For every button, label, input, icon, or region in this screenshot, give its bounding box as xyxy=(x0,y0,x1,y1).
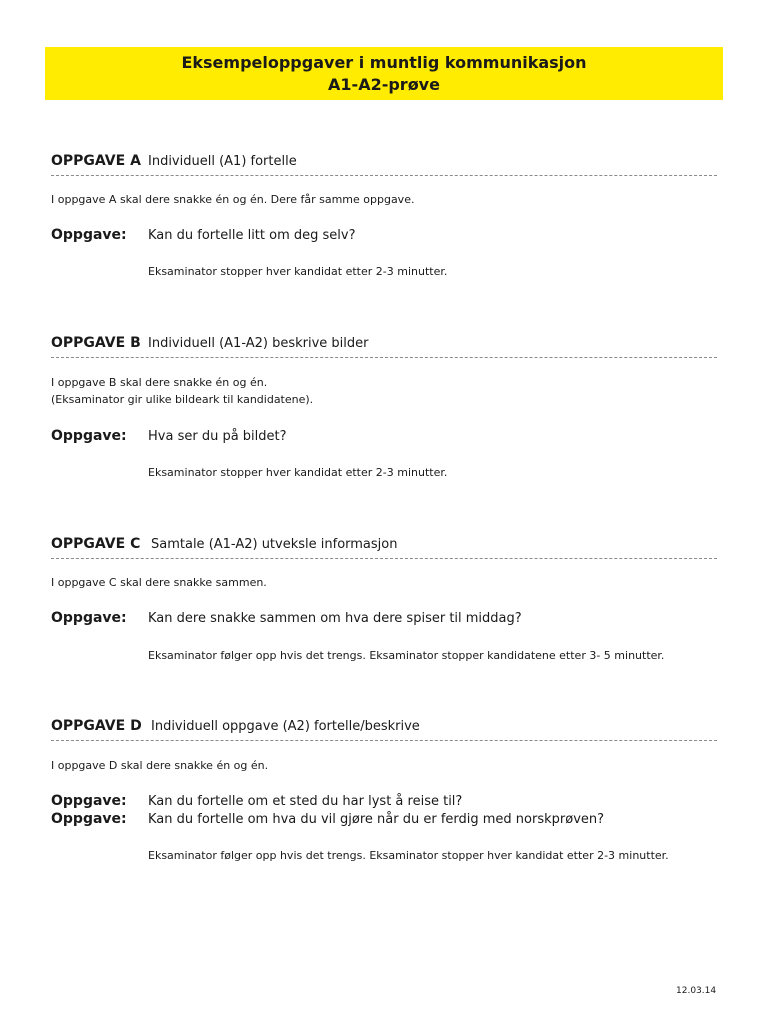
section-title: Individuell oppgave (A2) fortelle/beskrive xyxy=(151,719,420,734)
document-header xyxy=(45,47,723,100)
document-date: 12.03.14 xyxy=(676,986,717,996)
section-heading xyxy=(51,335,717,358)
intro-line: I oppgave C skal dere snakke sammen. xyxy=(51,576,267,589)
section-intro xyxy=(51,191,414,208)
examiner-note: Eksaminator stopper hver kandidat etter 2-3 minutter. xyxy=(148,265,448,278)
task-label: Oppgave: xyxy=(51,428,127,444)
section-heading xyxy=(51,718,717,741)
task-label: Oppgave: xyxy=(51,610,127,626)
task-label: Oppgave: xyxy=(51,227,127,243)
section-title: Individuell (A1-A2) beskrive bilder xyxy=(148,336,369,351)
task-label: Oppgave: xyxy=(51,811,127,827)
task-question: Kan du fortelle litt om deg selv? xyxy=(148,228,356,243)
intro-line: I oppgave B skal dere snakke én og én. xyxy=(51,376,268,389)
section-intro xyxy=(51,574,267,591)
section-code: OPPGAVE D xyxy=(51,718,142,734)
task-question: Hva ser du på bildet? xyxy=(148,429,287,444)
intro-line: (Eksaminator gir ulike bildeark til kandidatene). xyxy=(51,393,314,406)
section-code: OPPGAVE A xyxy=(51,153,141,169)
intro-line: I oppgave A skal dere snakke én og én. Dere får samme oppgave. xyxy=(51,193,415,206)
section-code: OPPGAVE B xyxy=(51,335,141,351)
examiner-note: Eksaminator stopper hver kandidat etter 2-3 minutter. xyxy=(148,466,448,479)
examiner-note: Eksaminator følger opp hvis det trengs. Eksaminator stopper kandidatene etter 3- 5 minutter. xyxy=(148,649,665,662)
intro-line: I oppgave D skal dere snakke én og én. xyxy=(51,759,269,772)
task-label: Oppgave: xyxy=(51,793,127,809)
section-heading xyxy=(51,153,717,176)
document-subtitle: A1-A2-prøve xyxy=(328,75,440,94)
task-question: Kan dere snakke sammen om hva dere spiser til middag? xyxy=(148,611,522,626)
section-intro xyxy=(51,757,268,774)
section-title: Samtale (A1-A2) utveksle informasjon xyxy=(151,537,398,552)
section-code: OPPGAVE C xyxy=(51,536,141,552)
section-title: Individuell (A1) fortelle xyxy=(148,154,297,169)
section-heading xyxy=(51,536,717,559)
examiner-note: Eksaminator følger opp hvis det trengs. Eksaminator stopper hver kandidat etter 2-3 minutter. xyxy=(148,849,669,862)
task-question: Kan du fortelle om et sted du har lyst å reise til? xyxy=(148,794,463,809)
section-intro xyxy=(51,374,313,408)
document-title: Eksempeloppgaver i muntlig kommunikasjon xyxy=(181,53,587,72)
task-question: Kan du fortelle om hva du vil gjøre når du er ferdig med norskprøven? xyxy=(148,812,605,827)
